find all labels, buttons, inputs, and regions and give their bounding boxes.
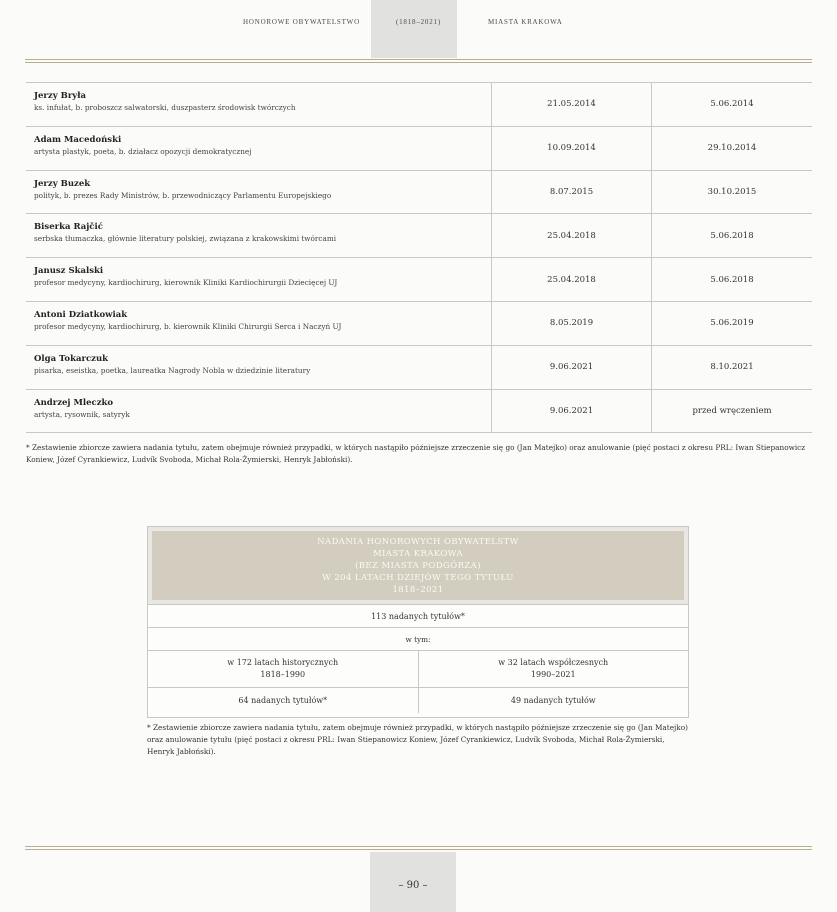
summary-box bbox=[147, 526, 689, 718]
summary-years: 1818–2021 bbox=[392, 584, 444, 595]
resolution-date: 9.06.2021 bbox=[492, 390, 652, 433]
table-footnote: * Zestawienie zbiorcze zawiera nadania tytułu, zatem obejmuje również przypadki, w których nastąpiło późniejsze zrzeczenie się go (Jan Matejko) oraz anulowanie (pięć postaci z okresu PRL: Iwan Stiepanowicz Koniew, Józef Cyrankiewicz, Ludvík Svoboda, Michał Rola-Żymierski, Henryk Jabłoński). bbox=[26, 443, 806, 464]
resolution-date: 25.04.2018 bbox=[492, 258, 652, 301]
person-desc: ks. infułat, b. proboszcz salwatorski, duszpasterz środowisk twórczych bbox=[34, 103, 296, 112]
header-left: HONOROWE OBYWATELSTWO bbox=[243, 18, 360, 26]
person-desc: polityk, b. prezes Rady Ministrów, b. przewodniczący Parlamentu Europejskiego bbox=[34, 190, 332, 200]
table-row bbox=[26, 258, 812, 302]
table-row bbox=[26, 83, 812, 127]
modern-period-years: 1990–2021 bbox=[530, 670, 576, 679]
award-date: 5.06.2018 bbox=[710, 230, 754, 241]
page-number: – 90 – bbox=[398, 880, 428, 891]
header-right: MIASTA KRAKOWA bbox=[488, 18, 563, 26]
modern-period-label: w 32 latach współczesnych bbox=[498, 658, 609, 667]
table-row bbox=[26, 390, 812, 434]
top-rule bbox=[25, 59, 812, 63]
summary-footnote: * Zestawienie zbiorcze zawiera nadania tytułu, zatem obejmuje również przypadki, w których nastąpiło późniejsze zrzeczenie się go (Jan Matejko) oraz anulowanie tytułu (pięć postaci z okresu PRL: Iwan Stiepanowicz Koniew, Józef Cyrankiewicz, Ludvík Svoboda, Michał Rola-Żymierski, Henryk Jabłoński). bbox=[147, 723, 688, 756]
person-name: Olga Tokarczuk bbox=[34, 353, 109, 364]
summary-title-line: W 204 LATACH DZIEJÓW TEGO TYTUŁU bbox=[322, 572, 514, 583]
bottom-rule bbox=[25, 846, 812, 850]
person-desc: artysta plastyk, poeta, b. działacz opozycji demokratycznej bbox=[34, 146, 252, 156]
header-middle: (1818–2021) bbox=[396, 18, 441, 26]
person-name: Jerzy Bryła bbox=[34, 91, 87, 101]
resolution-date: 10.09.2014 bbox=[492, 127, 652, 170]
award-date: przed wręczeniem bbox=[692, 405, 772, 416]
modern-count: 49 nadanych tytułów bbox=[418, 688, 689, 713]
person-name: Andrzej Mleczko bbox=[34, 397, 114, 408]
person-desc: serbska tłumaczka, głównie literatury polskiej, związana z krakowskimi twórcami bbox=[34, 234, 337, 244]
award-date: 5.06.2018 bbox=[710, 274, 754, 285]
summary-including: w tym: bbox=[148, 627, 688, 650]
citizens-table bbox=[26, 82, 812, 433]
person-name: Antoni Dziatkowiak bbox=[34, 309, 128, 320]
person-name: Janusz Skalski bbox=[34, 266, 104, 277]
person-desc: profesor medycyny, kardiochirurg, kierownik Kliniki Kardiochirurgii Dziecięcej UJ bbox=[34, 278, 338, 288]
summary-title-line: MIASTA KRAKOWA bbox=[372, 548, 464, 559]
historical-count: 64 nadanych tytułów* bbox=[238, 695, 328, 705]
summary-title-line: NADANIA HONOROWYCH OBYWATELSTW bbox=[317, 536, 519, 547]
table-row bbox=[26, 302, 812, 346]
person-name: Adam Macedoński bbox=[34, 134, 122, 145]
person-name: Biserka Rajčić bbox=[34, 222, 103, 233]
summary-heading bbox=[148, 527, 688, 604]
historical-period-years: 1818–1990 bbox=[260, 670, 306, 679]
table-row bbox=[26, 346, 812, 390]
historical-period-label: w 172 latach historycznych bbox=[227, 658, 339, 667]
summary-title-line: (BEZ MIASTA PODGÓRZA) bbox=[355, 560, 481, 571]
award-date: 5.06.2014 bbox=[710, 99, 754, 110]
person-desc: profesor medycyny, kardiochirurg, b. kierownik Kliniki Chirurgii Serca i Naczyń UJ bbox=[34, 321, 342, 331]
resolution-date: 25.04.2018 bbox=[492, 214, 652, 257]
award-date: 30.10.2015 bbox=[707, 186, 757, 197]
resolution-date: 9.06.2021 bbox=[492, 346, 652, 389]
person-name: Jerzy Buzek bbox=[34, 178, 91, 189]
resolution-date: 8.07.2015 bbox=[492, 171, 652, 214]
resolution-date: 8.05.2019 bbox=[492, 302, 652, 345]
award-date: 29.10.2014 bbox=[707, 143, 757, 154]
running-header bbox=[0, 18, 837, 32]
summary-periods bbox=[148, 650, 688, 687]
person-desc: pisarka, eseistka, poetka, laureatka Nagrody Nobla w dziedzinie literatury bbox=[34, 365, 311, 375]
award-date: 8.10.2021 bbox=[710, 362, 754, 373]
table-row bbox=[26, 127, 812, 171]
table-row bbox=[26, 214, 812, 258]
table-row bbox=[26, 171, 812, 215]
person-desc: artysta, rysownik, satyryk bbox=[34, 409, 130, 419]
summary-counts bbox=[148, 687, 688, 713]
summary-total: 113 nadanych tytułów* bbox=[148, 604, 688, 627]
award-date: 5.06.2019 bbox=[710, 318, 754, 329]
resolution-date: 21.05.2014 bbox=[492, 83, 652, 126]
